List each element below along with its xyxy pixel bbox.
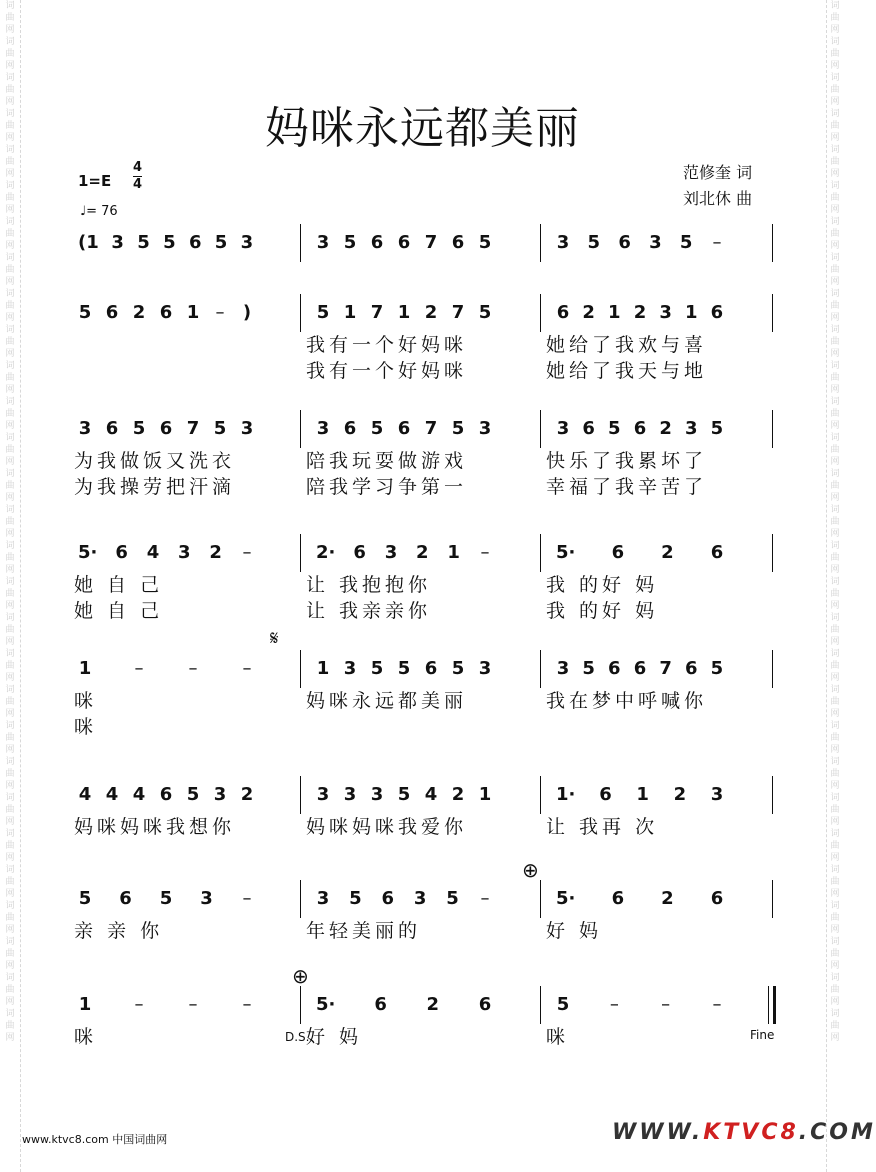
barline [772,534,773,572]
note: 6 [710,888,724,909]
note: 4 [132,784,146,805]
note: 3 [556,232,570,253]
note: 6 [159,418,173,439]
note: 3 [213,784,227,805]
coda-sign: ⊕ [522,858,539,882]
barline [772,776,773,814]
note: 3 [178,542,191,563]
lyric-line-1: 她 自 己 [74,574,164,596]
note: 2 [416,542,429,563]
measure [316,886,492,914]
lyric-line-1: 我在梦中呼喊你 [546,690,708,712]
note: 3 [649,232,662,253]
note: 5 [132,418,146,439]
note: 5 [397,784,411,805]
note: 6 [343,418,357,439]
dash-note: – [188,658,198,679]
note: 5 [213,418,227,439]
note: 7 [424,232,438,253]
note: 7 [370,302,384,323]
lyric-line-1: 她给了我欢与喜 [546,334,708,356]
lyric-line-1: 好 妈 [546,920,603,942]
note: 3 [685,418,698,439]
note: 5 [556,994,570,1015]
note: 3 [200,888,213,909]
note: 6 [115,542,128,563]
note: 7 [659,658,672,679]
note: 6 [374,994,387,1015]
lyric-line-1: 年轻美丽的 [306,920,422,942]
lyric-line-2: 陪我学习争第一 [306,476,468,498]
lyric-line-1: 让 我再 次 [546,816,659,838]
note: 3 [556,418,570,439]
measure [316,782,492,810]
lyric-line-1: 我有一个好妈咪 [306,334,468,356]
measure [78,300,254,328]
note: 5 [451,418,465,439]
note: 1 [608,302,621,323]
time-bottom: 4 [133,177,143,192]
lyricist-credit: 范修奎 词 [683,163,753,182]
note: 6 [397,418,411,439]
lyric-line-1: 我 的好 妈 [546,574,659,596]
footer-brand-suffix: .COM [798,1120,876,1145]
note: 3 [384,542,398,563]
note: 4 [146,542,160,563]
note: 6 [381,888,395,909]
dash-note: – [242,658,252,679]
note: 6 [188,232,202,253]
note: 6 [159,784,173,805]
dash-note: – [242,888,252,909]
note: 1 [685,302,698,323]
barline [300,534,301,572]
note: 3 [78,418,92,439]
note: 5 [163,232,176,253]
barline [540,294,541,332]
note: 5· [556,888,576,909]
ds-mark: D.S. [285,1030,310,1044]
lyric-line-2: 幸福了我辛苦了 [546,476,708,498]
measure [78,782,254,810]
note: 6 [105,302,119,323]
lyric-line-1: 让 我抱抱你 [306,574,432,596]
note: 5 [370,658,384,679]
note: 6 [556,302,570,323]
note: 2· [316,542,336,563]
measure [316,992,492,1020]
note: 5 [316,302,330,323]
lyric-line-2: 我 的好 妈 [546,600,659,622]
lyric-line-1: 为我做饭又洗衣 [74,450,236,472]
note: 6 [633,418,647,439]
lyric-line-1: 快乐了我累坏了 [546,450,708,472]
note: 5 [446,888,459,909]
barline [772,224,773,262]
note: 7 [424,418,438,439]
final-barline [768,986,776,1024]
note: 5· [78,542,98,563]
note: 1 [78,994,92,1015]
note: 7 [451,302,465,323]
note: 4 [424,784,438,805]
note: 3 [240,232,254,253]
measure [78,656,254,684]
note: 6 [633,658,647,679]
note: 5 [343,232,357,253]
measure [556,416,724,444]
dash-note: – [712,994,722,1015]
note: 4 [78,784,92,805]
dash-note: – [661,994,671,1015]
measure [78,416,254,444]
barline [772,410,773,448]
note: 1 [447,542,460,563]
note: 3 [478,418,492,439]
note: 2 [659,418,672,439]
note: 6 [370,232,384,253]
note: 6 [353,542,366,563]
dash-note: – [712,232,722,253]
time-top: 4 [133,160,143,175]
note: 1 [316,658,330,679]
barline [300,410,301,448]
segno-sign: 𝄋 [270,626,279,650]
note: 4 [105,784,119,805]
note: 3 [343,784,357,805]
note: 6 [582,418,595,439]
barline [540,776,541,814]
note: 1 [343,302,357,323]
measure [78,992,254,1020]
note: 6 [618,232,631,253]
measure [316,540,492,568]
note: 2 [132,302,146,323]
note: 6 [611,888,625,909]
note: 2 [424,302,438,323]
note: 5 [370,418,384,439]
barline [772,294,773,332]
measure [556,782,724,810]
note: 5 [214,232,228,253]
measure [316,230,492,258]
note: 5· [316,994,336,1015]
note: 3 [478,658,492,679]
note: ) [242,302,252,323]
note: 3 [316,784,330,805]
lyric-line-1: 亲 亲 你 [74,920,164,942]
measure [316,656,492,684]
note: 1 [186,302,200,323]
lyric-line-1: 妈咪妈咪我爱你 [306,816,468,838]
note: 1 [78,658,92,679]
note: 6 [119,888,132,909]
footer-source: www.ktvc8.com 中国词曲网 [22,1133,168,1146]
note: 3 [240,418,254,439]
note: 1 [636,784,649,805]
note: 6 [451,232,465,253]
note: 3 [659,302,672,323]
lyric-line-2: 我有一个好妈咪 [306,360,468,382]
tempo-mark: ♩= 76 [80,204,118,219]
note: 6 [710,302,724,323]
measure [556,886,724,914]
barline [540,650,541,688]
footer-brand-name: KTVC8 [703,1120,799,1145]
note: 6 [608,658,621,679]
fine-mark: Fine [750,1028,775,1042]
measure [556,230,724,258]
note: 2 [209,542,222,563]
lyric-line-1: 妈咪妈咪我想你 [74,816,236,838]
note: 2 [673,784,687,805]
dash-note: – [134,658,144,679]
note: 5 [186,784,200,805]
measure [556,540,724,568]
barline [300,650,301,688]
barline [300,986,301,1024]
note: 1· [556,784,576,805]
barline [540,986,541,1024]
note: 6 [397,232,411,253]
dash-note: – [134,994,144,1015]
dash-note: – [242,542,252,563]
side-watermark-right: 词曲网词曲网词曲网词曲网词曲网词曲网词曲网词曲网词曲网词曲网词曲网词曲网词曲网词曲网词曲网词曲网词曲网词曲网词曲网词曲网词曲网词曲网词曲网词曲网词曲网词曲网词曲网词曲网词曲网 [830,1,840,1043]
note: 3 [413,888,427,909]
barline [300,880,301,918]
lyric-line-1: 陪我玩耍做游戏 [306,450,468,472]
note: 6 [478,994,492,1015]
note: 5 [582,658,595,679]
note: 3 [370,784,384,805]
lyric-line-2: 咪 [74,716,98,738]
note: 3 [710,784,724,805]
note: 5 [587,232,601,253]
lyric-line-1: 好 妈 [306,1026,363,1048]
note: 2 [633,302,647,323]
time-signature [133,160,142,193]
measure [78,886,254,914]
note: 5 [159,888,173,909]
lyric-line-2: 为我操劳把汗滴 [74,476,236,498]
barline [540,410,541,448]
key-signature: 1=E [78,172,112,190]
measure [316,300,492,328]
note: 5 [451,658,465,679]
note: 5 [710,418,724,439]
note: 3 [111,232,124,253]
measure [556,656,724,684]
note: 6 [599,784,612,805]
note: 5 [397,658,411,679]
note: 5 [710,658,724,679]
lyric-line-1: 咪 [74,690,98,712]
note: 5 [137,232,150,253]
note: 2 [661,542,674,563]
note: 5 [679,232,693,253]
note: 6 [105,418,119,439]
note: 3 [316,232,330,253]
coda-sign: ⊕ [292,964,309,988]
note: 6 [710,542,724,563]
song-title: 妈咪永远都美丽 [265,103,580,154]
note: 3 [556,658,570,679]
dash-note: – [215,302,225,323]
note: 2 [582,302,595,323]
note: 6 [424,658,438,679]
barline [540,534,541,572]
lyric-line-1: 咪 [74,1026,98,1048]
note: 5 [478,302,492,323]
note: 3 [316,888,330,909]
composer-credit: 刘北休 曲 [683,189,753,208]
dash-note: – [480,888,490,909]
note: 6 [685,658,698,679]
barline [300,294,301,332]
dash-note: – [188,994,198,1015]
note: 5 [78,302,92,323]
footer-brand-prefix: WWW. [612,1120,704,1145]
barline [540,224,541,262]
barline [540,880,541,918]
note: (1 [78,232,99,253]
note: 2 [451,784,465,805]
barline [772,880,773,918]
note: 2 [661,888,674,909]
barline [300,776,301,814]
measure [78,230,254,258]
note: 2 [240,784,254,805]
note: 3 [343,658,357,679]
note: 3 [316,418,330,439]
barline [772,650,773,688]
dash-note: – [480,542,490,563]
note: 6 [159,302,173,323]
note: 5· [556,542,576,563]
side-watermark-left: 词曲网词曲网词曲网词曲网词曲网词曲网词曲网词曲网词曲网词曲网词曲网词曲网词曲网词曲网词曲网词曲网词曲网词曲网词曲网词曲网词曲网词曲网词曲网词曲网词曲网词曲网词曲网词曲网词曲网 [5,1,15,1043]
measure [78,540,254,568]
note: 5 [349,888,362,909]
barline [300,224,301,262]
measure [316,416,492,444]
note: 1 [478,784,492,805]
note: 5 [78,888,92,909]
note: 2 [426,994,440,1015]
note: 5 [478,232,492,253]
lyric-line-2: 她 自 己 [74,600,164,622]
note: 5 [608,418,621,439]
dash-note: – [609,994,619,1015]
measure [556,300,724,328]
dash-note: – [242,994,252,1015]
measure [556,992,724,1020]
footer-brand-logo [612,1120,876,1145]
lyric-line-1: 咪 [546,1026,570,1048]
lyric-line-2: 她给了我天与地 [546,360,708,382]
lyric-line-1: 妈咪永远都美丽 [306,690,468,712]
lyric-line-2: 让 我亲亲你 [306,600,432,622]
note: 7 [186,418,200,439]
note: 1 [397,302,411,323]
note: 6 [611,542,625,563]
